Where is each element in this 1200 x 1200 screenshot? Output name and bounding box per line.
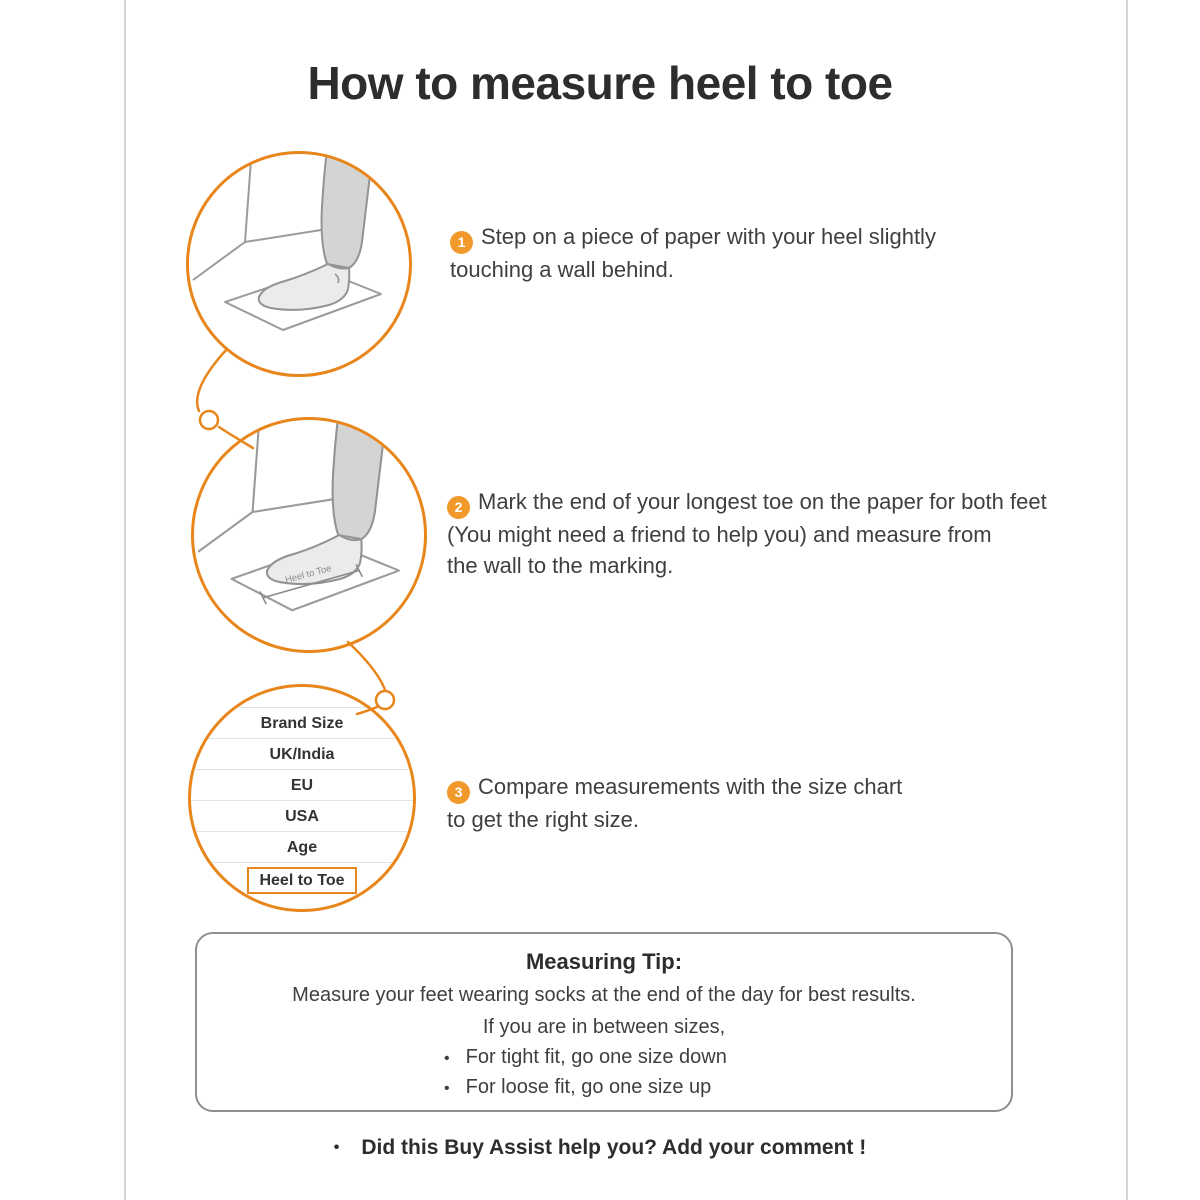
step-3-line: to get the right size. [447,807,639,832]
size-chart-row [191,770,413,801]
size-chart-row-label: Age [286,839,318,856]
step-1-line: touching a wall behind. [450,257,674,282]
size-chart [191,707,413,894]
step-1-line: Step on a piece of paper with your heel slightly [481,224,936,249]
step-2-line: the wall to the marking. [447,553,674,578]
measuring-tip-box [195,932,1013,1112]
measuring-tip-bullet-list [444,1043,764,1103]
size-chart-row-label: USA [285,808,319,825]
step-3-number-badge: 3 [447,781,470,804]
measuring-tip-title: Measuring Tip: [525,949,683,974]
foot-on-paper-illustration [189,154,409,374]
size-chart-circle [188,684,416,912]
step-3-text-block [447,771,967,835]
tip-bullet-loose-fit: • For loose fit, go one size up [444,1073,764,1103]
measuring-tip-line-1: Measure your feet wearing socks at the end of the day for best results. [292,984,916,1006]
size-chart-row-label: Brand Size [260,715,344,732]
step-2-line: (You might need a friend to help you) and measure from [447,522,992,547]
measuring-tip-line-2: If you are in between sizes, [482,1016,726,1038]
page-title: How to measure heel to toe [307,57,893,109]
step-1-illustration-circle [186,151,412,377]
step-1-number-badge: 1 [450,231,473,254]
step-3-line: Compare measurements with the size chart [478,774,903,799]
size-chart-row-label: UK/India [269,746,335,763]
size-chart-row-heel-to-toe [191,863,413,894]
tip-bullet-tight-fit: • For tight fit, go one size down [444,1043,764,1073]
step-2-text-block [447,486,1067,581]
size-chart-row [191,708,413,739]
buy-assist-footer-note: • Did this Buy Assist help you? Add your comment ! [0,1136,1200,1160]
size-chart-row [191,832,413,863]
size-chart-row [191,801,413,832]
size-chart-row [191,739,413,770]
heel-to-toe-measure-label: Heel to Toe [283,561,333,585]
size-chart-row-label: EU [290,777,314,794]
step-2-illustration-circle [191,417,427,653]
foot-on-paper-marking-illustration [194,420,424,650]
step-1-text-block [450,221,970,285]
step-2-line: Mark the end of your longest toe on the paper for both feet [478,489,1047,514]
left-border-line [124,0,126,1200]
heel-to-toe-highlight-box: Heel to Toe [247,867,356,894]
right-border-line [1126,0,1128,1200]
step-2-number-badge: 2 [447,496,470,519]
